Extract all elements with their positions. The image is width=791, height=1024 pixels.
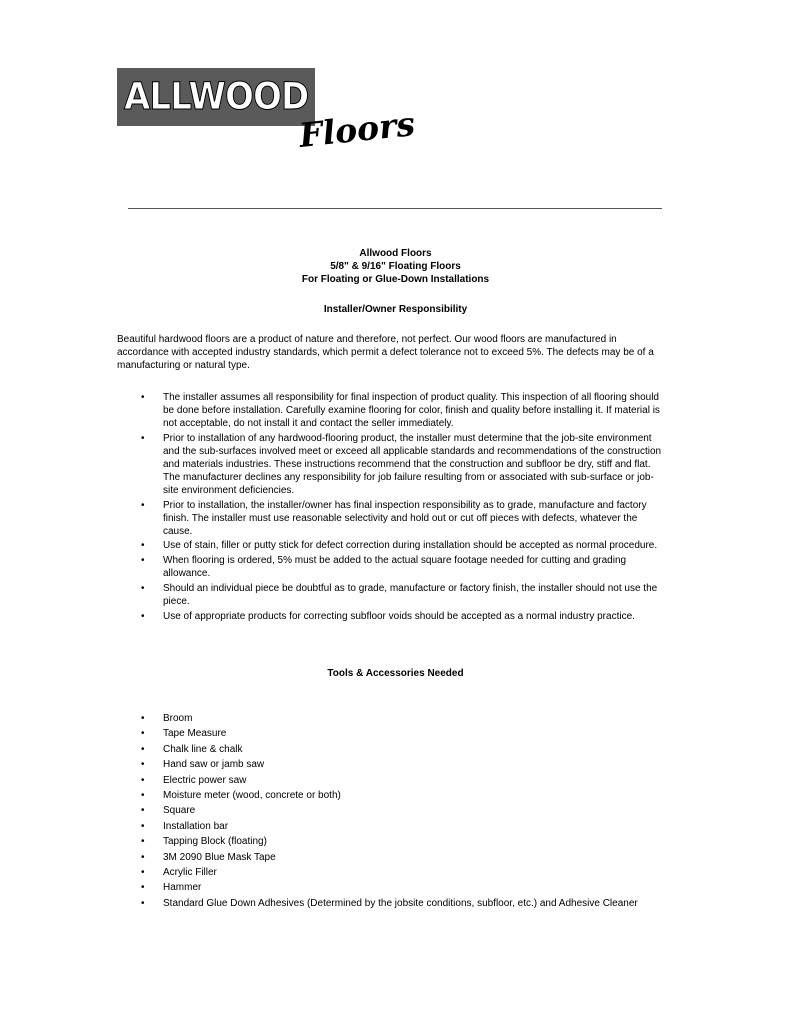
list-item: • When flooring is ordered, 5% must be added to the actual square footage needed for cutting and grading allowance. xyxy=(141,555,627,580)
title-line-2: 5/8" & 9/16" Floating Floors xyxy=(330,261,461,272)
list-item: • Standard Glue Down Adhesives (Determined by the jobsite conditions, subfloor, etc.) and Adhesive Cleaner xyxy=(141,897,638,909)
list-item: • Tape Measure xyxy=(141,728,227,740)
list-item: • Installation bar xyxy=(141,820,229,832)
bullet-icon: • xyxy=(141,392,145,403)
bullet-icon: • xyxy=(141,805,145,817)
list-item: • Prior to installation of any hardwood-flooring product, the installer must determine that the job-site environment and the sub-surfaces involved meet or exceed all applicable standards and recommendations of the construction and materials industries. These instructions recommend that the construction and subfloor be dry, stiff and flat. The manufacturer declines any responsibility for job failure resulting from or associated with sub-surface or job-site environment deficiencies. xyxy=(141,432,662,496)
bullet-icon: • xyxy=(141,555,145,567)
list-item: • Use of appropriate products for correcting subfloor voids should be accepted as a normal industry practice. xyxy=(141,610,635,622)
bullet-icon: • xyxy=(141,836,145,848)
tools-list xyxy=(117,712,662,912)
intro-paragraph: Beautiful hardwood floors are a product of nature and therefore, not perfect. Our wood floors are manufactured in accordance with accepted industry standards, which permit a defect tolerance not to exceed 5%. The defects may be of a manufacturing or natural type. xyxy=(117,334,654,371)
list-item: • Square xyxy=(141,805,196,817)
list-item: • The installer assumes all responsibility for final inspection of product quality. This inspection of all flooring should be done before installation. Carefully examine flooring for color, finish and quality before installing it. If material is not acceptable, do not install it and contact the seller immediately. xyxy=(141,392,660,429)
bullet-icon: • xyxy=(141,820,145,832)
header-divider xyxy=(128,208,662,209)
responsibility-list xyxy=(117,391,662,625)
logo-brand: ALLWOOD xyxy=(124,75,309,118)
bullet-icon: • xyxy=(141,851,145,863)
bullet-icon: • xyxy=(141,759,145,771)
list-item: • Acrylic Filler xyxy=(141,866,217,878)
document-title xyxy=(117,247,674,286)
bullet-icon: • xyxy=(141,897,145,909)
list-item: • Chalk line & chalk xyxy=(141,743,243,755)
list-item: • Hammer xyxy=(141,882,202,894)
list-item: • Hand saw or jamb saw xyxy=(141,759,265,771)
logo-box xyxy=(117,68,315,126)
title-line-1: Allwood Floors xyxy=(359,248,432,259)
tools-heading: Tools & Accessories Needed xyxy=(327,668,464,679)
list-item: • Electric power saw xyxy=(141,774,247,786)
list-item: • Moisture meter (wood, concrete or both) xyxy=(141,789,341,801)
list-item: • 3M 2090 Blue Mask Tape xyxy=(141,851,276,863)
bullet-icon: • xyxy=(141,728,145,740)
title-line-3: For Floating or Glue-Down Installations xyxy=(301,274,490,285)
list-item: • Use of stain, filler or putty stick for defect correction during installation should be accepted as normal procedure. xyxy=(141,540,658,552)
bullet-icon: • xyxy=(141,743,145,755)
logo-sub: Floors xyxy=(297,104,417,155)
list-item: • Broom xyxy=(141,713,193,724)
list-item: • Tapping Block (floating) xyxy=(141,836,267,848)
bullet-icon: • xyxy=(141,774,145,786)
list-item: • Prior to installation, the installer/owner has final inspection responsibility as to grade, manufacture and factory finish. The installer must use reasonable selectivity and hold out or cut off pieces with defects, whatever the cause. xyxy=(141,499,647,537)
bullet-icon: • xyxy=(141,540,145,552)
allwood-floors-logo xyxy=(117,68,417,160)
bullet-icon: • xyxy=(141,882,145,894)
list-item: • Should an individual piece be doubtful as to grade, manufacture or factory finish, the installer should not use the piece. xyxy=(141,582,658,607)
bullet-icon: • xyxy=(141,866,145,878)
responsibility-heading: Installer/Owner Responsibility xyxy=(323,304,468,315)
bullet-icon: • xyxy=(141,789,145,801)
bullet-icon: • xyxy=(141,582,145,594)
bullet-icon: • xyxy=(141,432,145,444)
bullet-icon: • xyxy=(141,499,145,511)
bullet-icon: • xyxy=(141,713,145,724)
bullet-icon: • xyxy=(141,610,145,622)
